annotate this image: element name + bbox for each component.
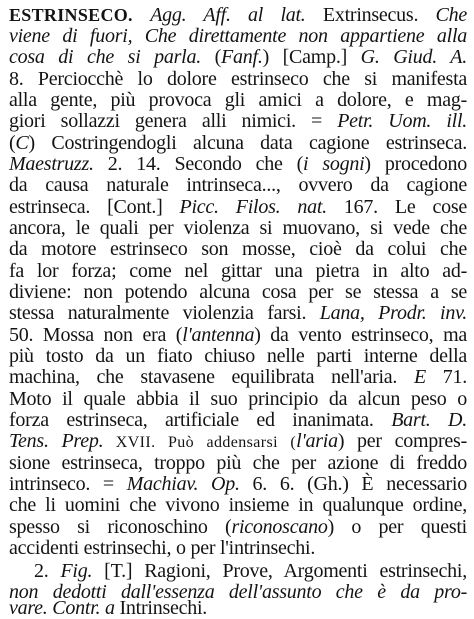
- sense-number: 2.: [34, 560, 61, 582]
- definition-text: vare. Contr. a: [9, 597, 115, 619]
- text-run: ) [Camp.]: [262, 46, 361, 68]
- text-line-29: [9, 599, 467, 618]
- grammar-label: Agg. Aff. al lat.: [150, 4, 306, 26]
- quotation-text: giori sollazzi genera alli nimici. =: [9, 110, 338, 132]
- quotation-text: fa lor forza; come nel gittar una pietra in alto ad-: [9, 260, 467, 282]
- text-run: (: [200, 46, 222, 68]
- quotation-text: ) per compres-: [337, 430, 467, 452]
- quotation-text: ancora, le quali per violenza si muovano, si vede che: [9, 217, 467, 239]
- citation-author: Tens. Prep.: [9, 430, 104, 452]
- definition-text: non dedotti dall'essenza dell'assunto che è da pro-: [9, 581, 467, 603]
- gloss-text: riconoscano: [231, 516, 328, 538]
- quotation-text: machina, che stavasene equilibrata nell'aria.: [9, 366, 414, 388]
- quotation-text: più tosto da un fiato chiuso nelle parti interne della: [9, 345, 467, 367]
- citation-author: Maestruzz.: [9, 153, 94, 175]
- gloss-text: l'antenna: [182, 324, 255, 346]
- quotation-text: sione estrinseca, troppo più che per azione di freddo: [9, 452, 467, 474]
- source-abbreviation: C: [15, 132, 29, 154]
- source-abbreviation: Fanf.: [221, 46, 263, 68]
- citation-author: Picc. Filos. nat.: [179, 196, 327, 218]
- quotation-text: 50. Mossa non era (: [9, 324, 183, 346]
- quotation-text: estrinseca. [Cont.]: [9, 196, 180, 218]
- citation-author: Lana, Prodr. inv.: [319, 302, 467, 324]
- quotation-text: accidenti estrinsechi, o per l'intrinsechi.: [9, 537, 316, 559]
- quotation-text: Moto il quale abbia il suo principio da alcun peso o: [9, 388, 467, 410]
- quotation-text: ) procedono: [364, 153, 467, 175]
- quotation-text: 2. 14. Secondo che (: [93, 153, 304, 175]
- quotation-text: 8. Perciocchè lo dolore estrinseco che si manifesta: [9, 68, 467, 90]
- quotation-text: da motore estrinseco son mosse, cioè da colui che: [9, 238, 467, 260]
- quotation-text: ) o per questi: [327, 516, 467, 538]
- quotation-text: stessa naturalmente violenzia farsi.: [9, 302, 320, 324]
- quotation-text: forza estrinseca, artificiale ed inanimata.: [9, 409, 392, 431]
- quotation-text: intrinseco. =: [9, 473, 127, 495]
- grammar-label: Fig.: [60, 560, 93, 582]
- citation-author: Bart. D.: [391, 409, 467, 431]
- text-run: (: [9, 132, 16, 154]
- quotation-text: ) da vento estrinseco, ma: [254, 324, 467, 346]
- quotation-text: 6. 6. (Gh.) È necessario: [239, 473, 467, 495]
- citation-author: Machiav. Op.: [126, 473, 240, 495]
- quotation-text: spesso si riconoschino (: [9, 516, 232, 538]
- quotation-text: diviene: non potendo alcuna cosa per se stessa a se: [9, 281, 467, 303]
- headword: ESTRINSECO.: [9, 5, 133, 25]
- citation-author: Petr. Uom. ill.: [337, 110, 467, 132]
- quotation-text: 71.: [425, 366, 468, 388]
- definition-text: cosa di che si parla.: [9, 46, 201, 68]
- quotation-text: alla gente, più provoca gli amici a dolore, e mag-: [9, 89, 467, 111]
- gloss-text: i sogni: [303, 153, 365, 175]
- quotation-text: da causa naturale intrinseca..., ovvero da cagione: [9, 174, 467, 196]
- cross-reference: Intrinsechi.: [114, 597, 208, 619]
- definition-text: viene di fuori, Che direttamente non appartiene alla: [9, 25, 467, 47]
- quotation-text: ) Costringendogli alcuna data cagione estrinseca.: [28, 132, 467, 154]
- quotation-text: 167. Le cose: [326, 196, 467, 218]
- definition-text: [T.] Ragioni, Prove, Argomenti estrinsechi,: [92, 560, 467, 582]
- citation-author: G. Giud. A.: [360, 46, 467, 68]
- quotation-text: che li uomini che vivono insieme in qualunque ordine,: [9, 494, 467, 516]
- gloss-text: l'aria: [296, 430, 338, 452]
- citation-author: E: [413, 366, 426, 388]
- definition-text: Che: [435, 4, 468, 26]
- quotation-text: XVII. Può addensarsi (: [103, 434, 297, 451]
- latin-etymon: Extrinsecus.: [305, 4, 436, 26]
